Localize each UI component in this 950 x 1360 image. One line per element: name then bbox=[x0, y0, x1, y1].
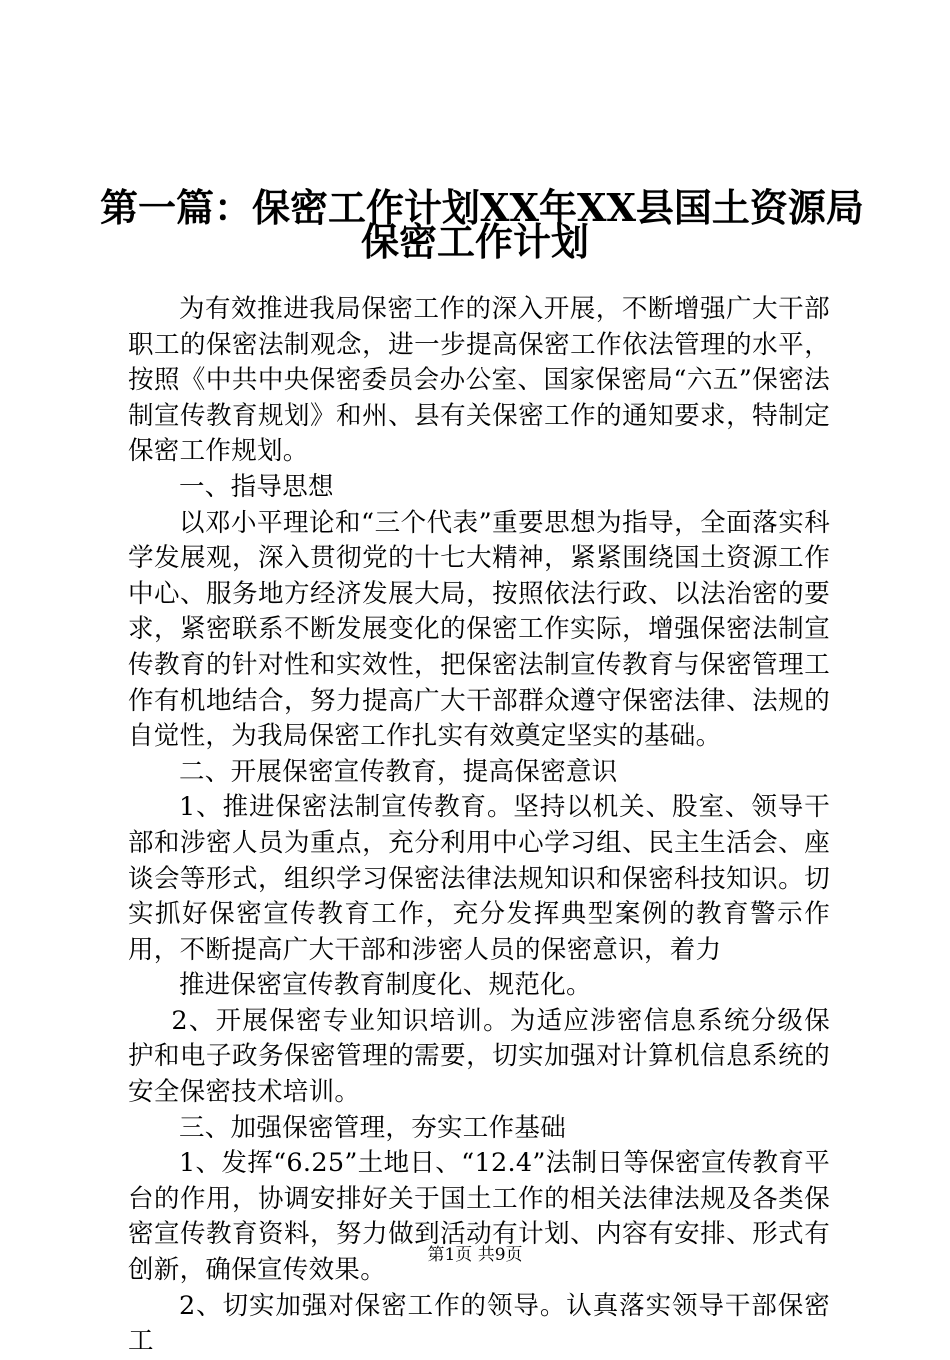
section-heading-publicity-education: 二、开展保密宣传教育，提高保密意识 bbox=[179, 756, 618, 787]
paragraph-item-1-platforms: 1、发挥“6.25”土地日、“12.4”法制日等保密宣传教育平台的作用，协调安排好关于国土工作的相关法律法规及各类保密宣传教育资料，努力做到活动有计划、内容有安排、形式有创新，确保宣传效果。 bbox=[128, 1148, 830, 1286]
document-body bbox=[128, 292, 830, 1360]
paragraph-item-1-legal-education: 1、推进保密法制宣传教育。坚持以机关、股室、领导干部和涉密人员为重点，充分利用中心学习组、民主生活会、座谈会等形式，组织学习保密法律法规知识和保密科技知识。切实抓好保密宣传教育工作，充分发挥典型案例的教育警示作用，不断提高广大干部和涉密人员的保密意识，着力 bbox=[128, 792, 830, 965]
paragraph-continuation: 推进保密宣传教育制度化、规范化。 bbox=[179, 970, 592, 1001]
document-title-line-2: 保密工作计划 bbox=[360, 219, 589, 264]
page-footer: 第1页 共9页 bbox=[427, 1245, 523, 1265]
document-title-line-1: 第一篇：保密工作计划XX年XX县国土资源局 bbox=[100, 185, 864, 230]
paragraph-item-2-training: 2、开展保密专业知识培训。为适应涉密信息系统分级保护和电子政务保密管理的需要，切实加强对计算机信息系统的安全保密技术培训。 bbox=[128, 1005, 830, 1108]
section-heading-guiding-ideology: 一、指导思想 bbox=[179, 471, 334, 502]
paragraph-item-2-leadership: 2、切实加强对保密工作的领导。认真落实领导干部保密工 bbox=[128, 1290, 830, 1357]
section-heading-management: 三、加强保密管理，夯实工作基础 bbox=[179, 1112, 567, 1143]
intro-paragraph: 为有效推进我局保密工作的深入开展，不断增强广大干部职工的保密法制观念，进一步提高保密工作依法管理的水平，按照《中共中央保密委员会办公室、国家保密局“六五”保密法制宣传教育规划》和州、县有关保密工作的通知要求，特制定保密工作规划。 bbox=[128, 294, 830, 467]
paragraph-guiding-ideology: 以邓小平理论和“三个代表”重要思想为指导，全面落实科学发展观，深入贯彻党的十七大精神，紧紧围绕国土资源工作中心、服务地方经济发展大局，按照依法行政、以法治密的要求，紧密联系不断发展变化的保密工作实际，增强保密法制宣传教育的针对性和实效性，把保密法制宣传教育与保密管理工作有机地结合，努力提高广大干部群众遵守保密法律、法规的自觉性，为我局保密工作扎实有效奠定坚实的基础。 bbox=[128, 507, 830, 752]
